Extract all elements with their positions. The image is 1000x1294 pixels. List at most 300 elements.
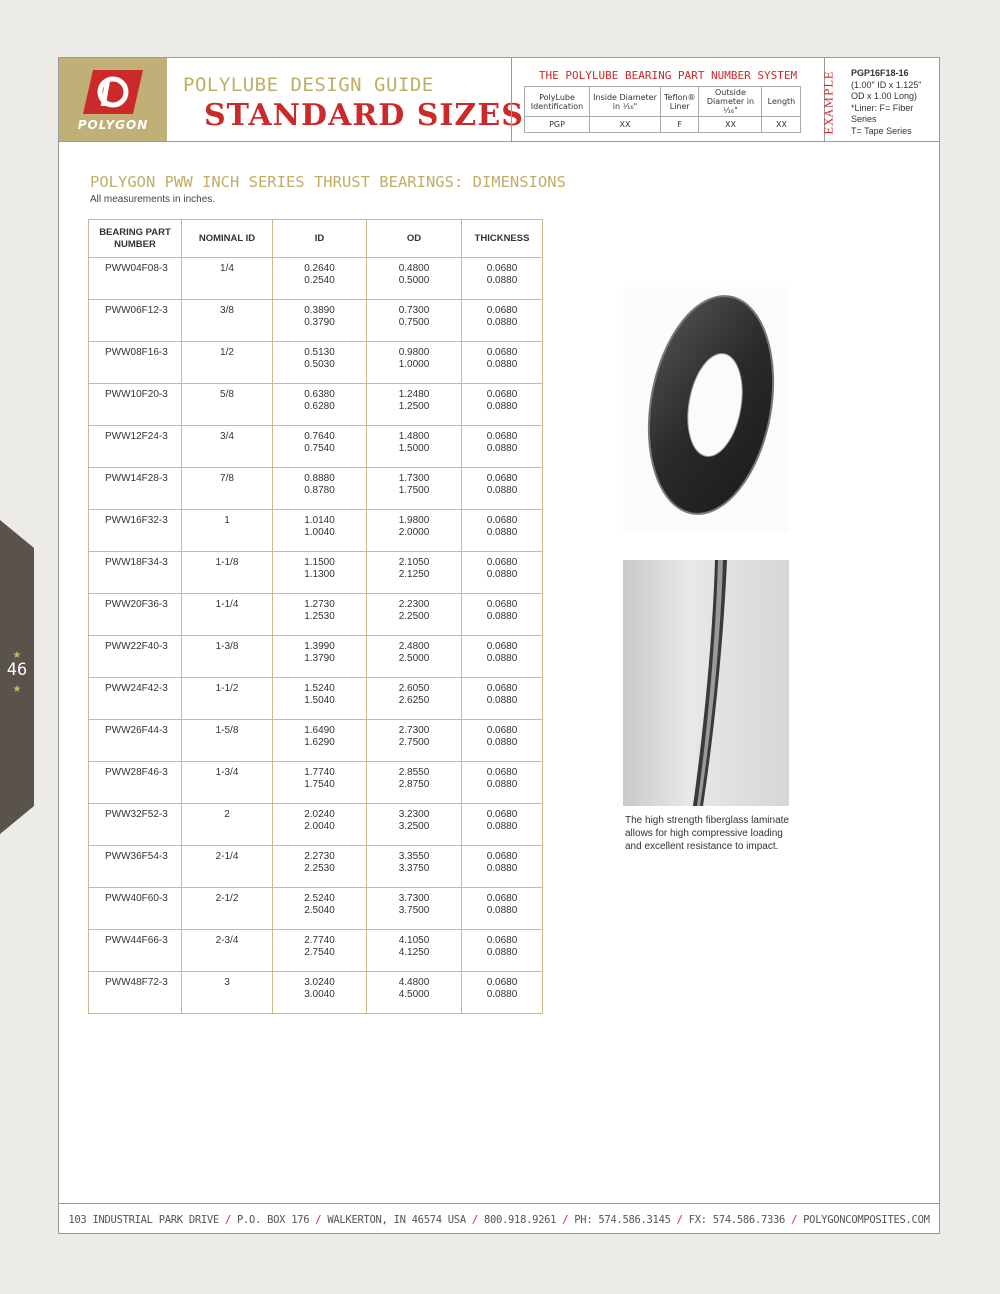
pn-value: XX bbox=[699, 117, 762, 133]
footer-item: PH: 574.586.3145 bbox=[574, 1214, 671, 1226]
cell-value: 1.2530 bbox=[304, 611, 335, 622]
cell-value: 0.8780 bbox=[304, 485, 335, 496]
cell-value: PWW10F20-3 bbox=[105, 389, 168, 400]
cell-value: 1.5000 bbox=[398, 443, 430, 454]
table-row bbox=[89, 594, 543, 636]
cell-value: PWW48F72-3 bbox=[105, 977, 168, 988]
cell-value: 0.0680 bbox=[486, 263, 518, 274]
cell-value: 1.5240 bbox=[304, 683, 335, 694]
cell-value: PWW44F66-3 bbox=[105, 935, 168, 946]
table-header-row bbox=[89, 220, 543, 258]
thickness-cell bbox=[462, 426, 543, 468]
cell-value: 2.2530 bbox=[304, 863, 335, 874]
table-row bbox=[89, 972, 543, 1014]
cell-value: PWW04F08-3 bbox=[105, 263, 168, 274]
cell-value: 2.6050 bbox=[398, 683, 430, 694]
cell-value: 0.0880 bbox=[486, 821, 518, 832]
cell-value: 1.7540 bbox=[304, 779, 335, 790]
od-cell bbox=[367, 468, 462, 510]
table-row bbox=[89, 846, 543, 888]
part-number-cell bbox=[89, 342, 182, 384]
footer-separator: / bbox=[309, 1214, 328, 1226]
part-number-cell bbox=[89, 678, 182, 720]
cell-value: 1.4800 bbox=[398, 431, 430, 442]
table-row bbox=[89, 510, 543, 552]
cell-value: 1.9800 bbox=[398, 515, 430, 526]
cell-value: 0.5130 bbox=[304, 347, 335, 358]
part-number-cell bbox=[89, 426, 182, 468]
table-row bbox=[89, 636, 543, 678]
cell-value: 0.0680 bbox=[486, 431, 518, 442]
cell-value: 4.1250 bbox=[398, 947, 430, 958]
cell-value: 2.0040 bbox=[304, 821, 335, 832]
cell-value: PWW22F40-3 bbox=[105, 641, 168, 652]
part-number-table bbox=[524, 86, 801, 133]
table-row bbox=[89, 804, 543, 846]
cell-value: PWW18F34-3 bbox=[105, 557, 168, 568]
id-cell bbox=[273, 636, 367, 678]
od-cell bbox=[367, 846, 462, 888]
table-row bbox=[89, 258, 543, 300]
cell-value: 0.0880 bbox=[486, 653, 518, 664]
cell-value: 0.0680 bbox=[486, 851, 518, 862]
cell-value: PWW40F60-3 bbox=[105, 893, 168, 904]
cell-value: 2.7540 bbox=[304, 947, 335, 958]
cell-value: 4.1050 bbox=[398, 935, 430, 946]
thickness-cell bbox=[462, 552, 543, 594]
cell-value: 1.0040 bbox=[304, 527, 335, 538]
cell-value: 2.7740 bbox=[304, 935, 335, 946]
guide-title: POLYLUBE DESIGN GUIDE bbox=[183, 74, 434, 96]
part-number-system-title: THE POLYLUBE BEARING PART NUMBER SYSTEM bbox=[538, 69, 798, 82]
od-cell bbox=[367, 342, 462, 384]
id-cell bbox=[273, 468, 367, 510]
thickness-cell bbox=[462, 342, 543, 384]
cell-value: 3.0040 bbox=[304, 989, 335, 1000]
cell-value: 0.2540 bbox=[304, 275, 335, 286]
cell-value: 0.0680 bbox=[486, 347, 518, 358]
id-cell bbox=[273, 846, 367, 888]
cell-value: 1-1/2 bbox=[215, 683, 239, 694]
nominal-id-cell bbox=[182, 384, 273, 426]
od-cell bbox=[367, 804, 462, 846]
table-row bbox=[89, 342, 543, 384]
cell-value: 0.8880 bbox=[304, 473, 335, 484]
cell-value: 7/8 bbox=[220, 473, 234, 484]
table-row bbox=[89, 468, 543, 510]
page-number: 46 bbox=[6, 660, 28, 680]
cell-value: 2.0000 bbox=[398, 527, 430, 538]
cell-value: 0.4800 bbox=[398, 263, 430, 274]
cell-value: 0.6380 bbox=[304, 389, 335, 400]
id-cell bbox=[273, 510, 367, 552]
thickness-cell bbox=[462, 384, 543, 426]
od-cell bbox=[367, 678, 462, 720]
table-row bbox=[89, 720, 543, 762]
cell-value: 0.0880 bbox=[486, 443, 518, 454]
cell-value: 0.0880 bbox=[486, 863, 518, 874]
cell-value: 1-1/8 bbox=[215, 557, 239, 568]
cell-value: 0.0680 bbox=[486, 557, 518, 568]
part-number-cell bbox=[89, 552, 182, 594]
table-row bbox=[89, 762, 543, 804]
od-cell bbox=[367, 720, 462, 762]
pn-header: Inside Diameter in ¹⁄₁₆" bbox=[590, 87, 661, 117]
header bbox=[59, 58, 939, 142]
part-number-cell bbox=[89, 636, 182, 678]
pn-value: XX bbox=[762, 117, 801, 133]
laminate-edge-photo bbox=[623, 560, 789, 806]
nominal-id-cell bbox=[182, 468, 273, 510]
cell-value: 0.0680 bbox=[486, 599, 518, 610]
nominal-id-cell bbox=[182, 594, 273, 636]
cell-value: 1.2730 bbox=[304, 599, 335, 610]
cell-value: 2.7500 bbox=[398, 737, 430, 748]
pn-value: XX bbox=[590, 117, 661, 133]
cell-value: 2.1050 bbox=[398, 557, 430, 568]
cell-value: 1-3/8 bbox=[215, 641, 239, 652]
cell-value: 3.3750 bbox=[398, 863, 430, 874]
column-header: ID bbox=[273, 220, 367, 258]
cell-value: PWW24F42-3 bbox=[105, 683, 168, 694]
photo-caption: The high strength fiberglass laminate allows for high compressive loading and excellent resistance to impact. bbox=[625, 815, 789, 852]
footer-item: 800.918.9261 bbox=[483, 1214, 557, 1226]
cell-value: 2-1/4 bbox=[215, 851, 239, 862]
example-code: PGP16F18-16 bbox=[851, 68, 909, 78]
pn-header: Teflon® Liner bbox=[661, 87, 699, 117]
cell-value: 1.2500 bbox=[398, 401, 430, 412]
id-cell bbox=[273, 972, 367, 1014]
cell-value: 2.7300 bbox=[398, 725, 430, 736]
cell-value: 0.0680 bbox=[486, 809, 518, 820]
footer-separator: / bbox=[670, 1214, 689, 1226]
cell-value: 0.0880 bbox=[486, 485, 518, 496]
cell-value: 0.7640 bbox=[304, 431, 335, 442]
column-header: BEARING PART NUMBER bbox=[89, 220, 182, 258]
cell-value: 3.0240 bbox=[304, 977, 335, 988]
od-cell bbox=[367, 636, 462, 678]
nominal-id-cell bbox=[182, 846, 273, 888]
part-number-cell bbox=[89, 258, 182, 300]
cell-value: 1-3/4 bbox=[215, 767, 239, 778]
cell-value: 0.7540 bbox=[304, 443, 335, 454]
cell-value: 0.0880 bbox=[486, 569, 518, 580]
page bbox=[58, 57, 940, 1234]
table-row bbox=[89, 888, 543, 930]
od-cell bbox=[367, 552, 462, 594]
footer bbox=[59, 1203, 939, 1236]
example-line: (1.00" ID x 1.125" bbox=[851, 79, 922, 90]
od-cell bbox=[367, 300, 462, 342]
thickness-cell bbox=[462, 888, 543, 930]
star-icon: ★ bbox=[12, 684, 22, 695]
cell-value: 2.0240 bbox=[304, 809, 335, 820]
cell-value: 0.9800 bbox=[398, 347, 430, 358]
od-cell bbox=[367, 594, 462, 636]
cell-value: 3.7300 bbox=[398, 893, 430, 904]
washer-image bbox=[623, 287, 789, 533]
cell-value: 2.8550 bbox=[398, 767, 430, 778]
part-number-cell bbox=[89, 510, 182, 552]
cell-value: 3 bbox=[224, 977, 230, 988]
logo-text: POLYGON bbox=[77, 118, 149, 132]
part-number-cell bbox=[89, 804, 182, 846]
table-row bbox=[89, 426, 543, 468]
cell-value: 1.6290 bbox=[304, 737, 335, 748]
cell-value: 1/2 bbox=[220, 347, 234, 358]
dimensions-table bbox=[88, 219, 543, 1014]
cell-value: 0.0680 bbox=[486, 305, 518, 316]
cell-value: 0.0880 bbox=[486, 401, 518, 412]
cell-value: 0.5030 bbox=[304, 359, 335, 370]
example-line: *Liner: F= Fiber Series bbox=[851, 102, 914, 124]
polygon-logo-icon bbox=[83, 70, 143, 114]
cell-value: 0.0880 bbox=[486, 779, 518, 790]
thickness-cell bbox=[462, 510, 543, 552]
cell-value: 0.3890 bbox=[304, 305, 335, 316]
thickness-cell bbox=[462, 678, 543, 720]
washer-photo bbox=[623, 287, 789, 533]
cell-value: PWW06F12-3 bbox=[105, 305, 168, 316]
cell-value: 1.1300 bbox=[304, 569, 335, 580]
id-cell bbox=[273, 930, 367, 972]
nominal-id-cell bbox=[182, 300, 273, 342]
id-cell bbox=[273, 888, 367, 930]
cell-value: 1/4 bbox=[220, 263, 234, 274]
cell-value: 3/8 bbox=[220, 305, 234, 316]
cell-value: PWW14F28-3 bbox=[105, 473, 168, 484]
column-header: NOMINAL ID bbox=[182, 220, 273, 258]
cell-value: 2-1/2 bbox=[215, 893, 239, 904]
cell-value: 0.2640 bbox=[304, 263, 335, 274]
nominal-id-cell bbox=[182, 720, 273, 762]
cell-value: 1.0140 bbox=[304, 515, 335, 526]
thickness-cell bbox=[462, 972, 543, 1014]
cell-value: 1.7740 bbox=[304, 767, 335, 778]
cell-value: 1.6490 bbox=[304, 725, 335, 736]
thickness-cell bbox=[462, 930, 543, 972]
od-cell bbox=[367, 888, 462, 930]
cell-value: 0.7300 bbox=[398, 305, 430, 316]
cell-value: 3.7500 bbox=[398, 905, 430, 916]
cell-value: 1.3790 bbox=[304, 653, 335, 664]
section-title: POLYGON PWW INCH SERIES THRUST BEARINGS: DIMENSIONS bbox=[90, 173, 566, 191]
id-cell bbox=[273, 678, 367, 720]
cell-value: 0.0880 bbox=[486, 611, 518, 622]
thickness-cell bbox=[462, 594, 543, 636]
cell-value: 2-3/4 bbox=[215, 935, 239, 946]
id-cell bbox=[273, 300, 367, 342]
cell-value: 1.2480 bbox=[398, 389, 430, 400]
cell-value: 0.0680 bbox=[486, 725, 518, 736]
cell-value: 3.3550 bbox=[398, 851, 430, 862]
cell-value: PWW36F54-3 bbox=[105, 851, 168, 862]
cell-value: 0.0680 bbox=[486, 683, 518, 694]
column-header: OD bbox=[367, 220, 462, 258]
od-cell bbox=[367, 384, 462, 426]
cell-value: 2.5040 bbox=[304, 905, 335, 916]
thickness-cell bbox=[462, 300, 543, 342]
cell-value: 0.3790 bbox=[304, 317, 335, 328]
cell-value: 0.0880 bbox=[486, 695, 518, 706]
thickness-cell bbox=[462, 762, 543, 804]
nominal-id-cell bbox=[182, 258, 273, 300]
cell-value: 1.7300 bbox=[398, 473, 430, 484]
cell-value: 2.8750 bbox=[398, 779, 430, 790]
cell-value: 0.0880 bbox=[486, 527, 518, 538]
nominal-id-cell bbox=[182, 762, 273, 804]
pn-header: PolyLube Identification bbox=[525, 87, 590, 117]
cell-value: 2.2500 bbox=[398, 611, 430, 622]
cell-value: 0.0680 bbox=[486, 641, 518, 652]
nominal-id-cell bbox=[182, 930, 273, 972]
cell-value: 2.5000 bbox=[398, 653, 430, 664]
cell-value: 2.6250 bbox=[398, 695, 430, 706]
part-number-cell bbox=[89, 762, 182, 804]
footer-separator: / bbox=[556, 1214, 575, 1226]
cell-value: 3.2500 bbox=[398, 821, 430, 832]
cell-value: 0.5000 bbox=[398, 275, 430, 286]
column-header: THICKNESS bbox=[462, 220, 543, 258]
pn-value: F bbox=[661, 117, 699, 133]
cell-value: 2.5240 bbox=[304, 893, 335, 904]
cell-value: 1.7500 bbox=[398, 485, 430, 496]
part-number-cell bbox=[89, 930, 182, 972]
cell-value: 0.0880 bbox=[486, 359, 518, 370]
section-subtitle: All measurements in inches. bbox=[90, 194, 216, 205]
cell-value: 0.0880 bbox=[486, 947, 518, 958]
table-row bbox=[89, 678, 543, 720]
cell-value: PWW08F16-3 bbox=[105, 347, 168, 358]
id-cell bbox=[273, 552, 367, 594]
part-number-cell bbox=[89, 972, 182, 1014]
laminate-edge-image bbox=[623, 560, 789, 806]
nominal-id-cell bbox=[182, 342, 273, 384]
cell-value: 1-5/8 bbox=[215, 725, 239, 736]
id-cell bbox=[273, 342, 367, 384]
part-number-cell bbox=[89, 468, 182, 510]
cell-value: 1.3990 bbox=[304, 641, 335, 652]
part-number-cell bbox=[89, 720, 182, 762]
footer-separator: / bbox=[465, 1214, 484, 1226]
id-cell bbox=[273, 720, 367, 762]
cell-value: 0.7500 bbox=[398, 317, 430, 328]
nominal-id-cell bbox=[182, 636, 273, 678]
cell-value: PWW28F46-3 bbox=[105, 767, 168, 778]
cell-value: 2.4800 bbox=[398, 641, 430, 652]
thickness-cell bbox=[462, 258, 543, 300]
id-cell bbox=[273, 384, 367, 426]
od-cell bbox=[367, 510, 462, 552]
nominal-id-cell bbox=[182, 678, 273, 720]
part-number-cell bbox=[89, 384, 182, 426]
cell-value: 0.0680 bbox=[486, 473, 518, 484]
cell-value: PWW26F44-3 bbox=[105, 725, 168, 736]
footer-item: POLYGONCOMPOSITES.COM bbox=[803, 1214, 930, 1226]
pn-header: Outside Diameter in ¹⁄₁₆" bbox=[699, 87, 762, 117]
cell-value: PWW32F52-3 bbox=[105, 809, 168, 820]
cell-value: 2.1250 bbox=[398, 569, 430, 580]
cell-value: 4.5000 bbox=[398, 989, 430, 1000]
thickness-cell bbox=[462, 468, 543, 510]
id-cell bbox=[273, 762, 367, 804]
example-line: T= Tape Series bbox=[851, 125, 912, 136]
cell-value: PWW16F32-3 bbox=[105, 515, 168, 526]
nominal-id-cell bbox=[182, 888, 273, 930]
thickness-cell bbox=[462, 846, 543, 888]
pn-value: PGP bbox=[525, 117, 590, 133]
od-cell bbox=[367, 972, 462, 1014]
cell-value: 0.0680 bbox=[486, 515, 518, 526]
od-cell bbox=[367, 426, 462, 468]
cell-value: 1 bbox=[224, 515, 230, 526]
cell-value: 3/4 bbox=[220, 431, 234, 442]
od-cell bbox=[367, 762, 462, 804]
footer-separator: / bbox=[218, 1214, 238, 1226]
cell-value: 1.5040 bbox=[304, 695, 335, 706]
footer-item: FX: 574.586.7336 bbox=[688, 1214, 786, 1226]
id-cell bbox=[273, 258, 367, 300]
cell-value: 0.0680 bbox=[486, 893, 518, 904]
cell-value: 1.0000 bbox=[398, 359, 430, 370]
part-number-cell bbox=[89, 594, 182, 636]
cell-value: 1.1500 bbox=[304, 557, 335, 568]
cell-value: 0.0880 bbox=[486, 275, 518, 286]
cell-value: 4.4800 bbox=[398, 977, 430, 988]
part-number-cell bbox=[89, 888, 182, 930]
nominal-id-cell bbox=[182, 552, 273, 594]
nominal-id-cell bbox=[182, 510, 273, 552]
thickness-cell bbox=[462, 804, 543, 846]
thickness-cell bbox=[462, 636, 543, 678]
cell-value: 3.2300 bbox=[398, 809, 430, 820]
cell-value: 0.0880 bbox=[486, 905, 518, 916]
logo bbox=[59, 58, 167, 141]
footer-item: WALKERTON, IN 46574 USA bbox=[327, 1214, 466, 1226]
id-cell bbox=[273, 426, 367, 468]
nominal-id-cell bbox=[182, 972, 273, 1014]
id-cell bbox=[273, 594, 367, 636]
cell-value: 0.0880 bbox=[486, 737, 518, 748]
nominal-id-cell bbox=[182, 804, 273, 846]
footer-separator: / bbox=[785, 1214, 804, 1226]
od-cell bbox=[367, 930, 462, 972]
table-row bbox=[89, 930, 543, 972]
cell-value: PWW20F36-3 bbox=[105, 599, 168, 610]
cell-value: 5/8 bbox=[220, 389, 234, 400]
table-row bbox=[89, 300, 543, 342]
example-line: OD x 1.00 Long) bbox=[851, 91, 918, 101]
cell-value: 0.0680 bbox=[486, 977, 518, 988]
cell-value: 2.2730 bbox=[304, 851, 335, 862]
cell-value: 0.0680 bbox=[486, 389, 518, 400]
example-label: EXAMPLE bbox=[822, 70, 836, 135]
id-cell bbox=[273, 804, 367, 846]
cell-value: 2.2300 bbox=[398, 599, 430, 610]
cell-value: 0.0680 bbox=[486, 767, 518, 778]
cell-value: 1-1/4 bbox=[215, 599, 239, 610]
cell-value: 2 bbox=[224, 809, 230, 820]
footer-item: 103 INDUSTRIAL PARK DRIVE bbox=[68, 1214, 219, 1226]
cell-value: PWW12F24-3 bbox=[105, 431, 168, 442]
cell-value: 0.0680 bbox=[486, 935, 518, 946]
part-number-cell bbox=[89, 846, 182, 888]
table-row bbox=[89, 384, 543, 426]
cell-value: 0.0880 bbox=[486, 317, 518, 328]
table-row bbox=[89, 552, 543, 594]
thickness-cell bbox=[462, 720, 543, 762]
page-title: STANDARD SIZES bbox=[204, 98, 524, 133]
